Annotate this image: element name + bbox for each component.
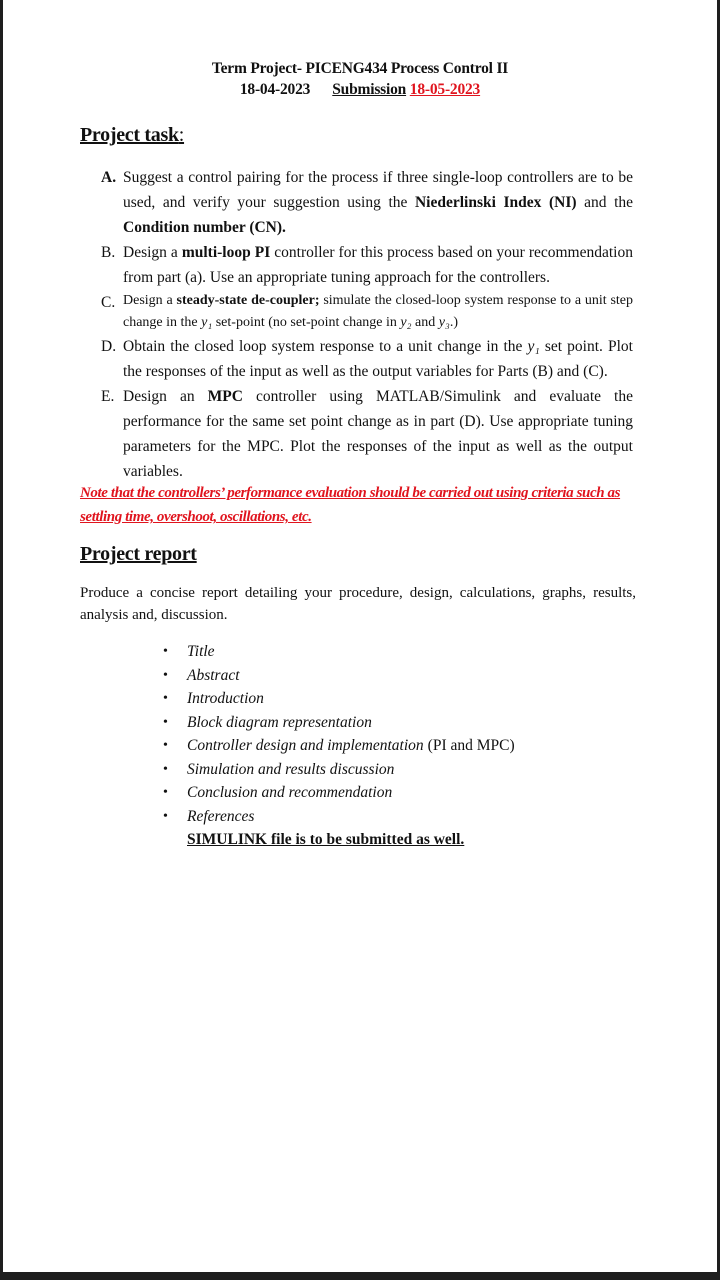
task-item-b: [101, 240, 633, 290]
report-intro: Produce a concise report detailing your procedure, design, calculations, graphs, results, analysis and, discussion.: [80, 585, 636, 623]
list-item: • References: [163, 805, 515, 829]
bullet-icon: •: [163, 667, 168, 683]
document-header: [3, 58, 717, 100]
task-letter: C.: [101, 294, 116, 311]
project-report-heading: Project report: [80, 543, 197, 565]
task-text: Design a steady-state de-coupler; simulate the closed-loop system response to a unit step change in the y₁ set-point (no set-point change in y₂ and y₃.): [123, 293, 633, 330]
task-item-e: [101, 384, 633, 484]
task-text: Design an MPC controller using MATLAB/Simulink and evaluate the performance for the same set point change as in part (D). Use appropriate tuning parameters for the MPC. Plot the responses of the input as well as the output variables.: [123, 388, 633, 480]
date-line: [3, 79, 717, 100]
bullet-icon: •: [163, 644, 168, 659]
task-letter: B.: [101, 244, 116, 261]
bullet-icon: •: [163, 714, 168, 730]
task-letter: A.: [101, 169, 117, 186]
task-item-a: [101, 165, 633, 240]
list-item: • Controller design and implementation (PI and MPC): [163, 734, 515, 758]
list-item: • Conclusion and recommendation: [163, 781, 515, 805]
document-page: [3, 0, 717, 1272]
submission-label: Submission: [332, 81, 407, 98]
issue-date: 18-04-2023: [239, 81, 311, 98]
task-text: Suggest a control pairing for the process if three single-loop controllers are to be used, and verify your suggestion using the Niederlinski Index (NI) and the Condition number (CN).: [123, 169, 634, 236]
project-task-heading: Project task:: [80, 124, 185, 146]
task-list: [101, 165, 633, 484]
task-text: Obtain the closed loop system response to a unit change in the y₁ set point. Plot the responses of the input as well as the output variables for Parts (B) and (C).: [123, 338, 633, 380]
bullet-icon: •: [163, 785, 168, 800]
task-item-d: [101, 334, 633, 384]
bullet-icon: •: [163, 691, 168, 706]
bullet-icon: •: [163, 761, 168, 777]
bullet-icon: •: [163, 808, 168, 824]
list-item: • Abstract: [163, 664, 515, 688]
list-item: • Title: [163, 640, 515, 664]
list-item: • Introduction: [163, 687, 515, 711]
document-title: Term Project- PICENG434 Process Control II: [211, 60, 509, 77]
list-item: • Simulation and results discussion: [163, 758, 515, 782]
task-item-c: [101, 290, 633, 334]
bullet-icon: •: [163, 738, 168, 753]
list-item: • Block diagram representation: [163, 711, 515, 735]
task-letter: D.: [101, 338, 117, 355]
task-letter: E.: [101, 388, 115, 405]
simulink-submission-note: SIMULINK file is to be submitted as well.: [187, 831, 465, 848]
report-contents-list: [163, 640, 515, 852]
task-text: Design a multi-loop PI controller for this process based on your recommendation from part (a). Use an appropriate tuning approach for the controllers.: [123, 244, 633, 286]
performance-note: Note that the controllers’ performance evaluation should be carried out using criteria such as settling time, overshoot, oscillations, etc.: [80, 485, 621, 525]
submission-date: 18-05-2023: [409, 81, 481, 98]
